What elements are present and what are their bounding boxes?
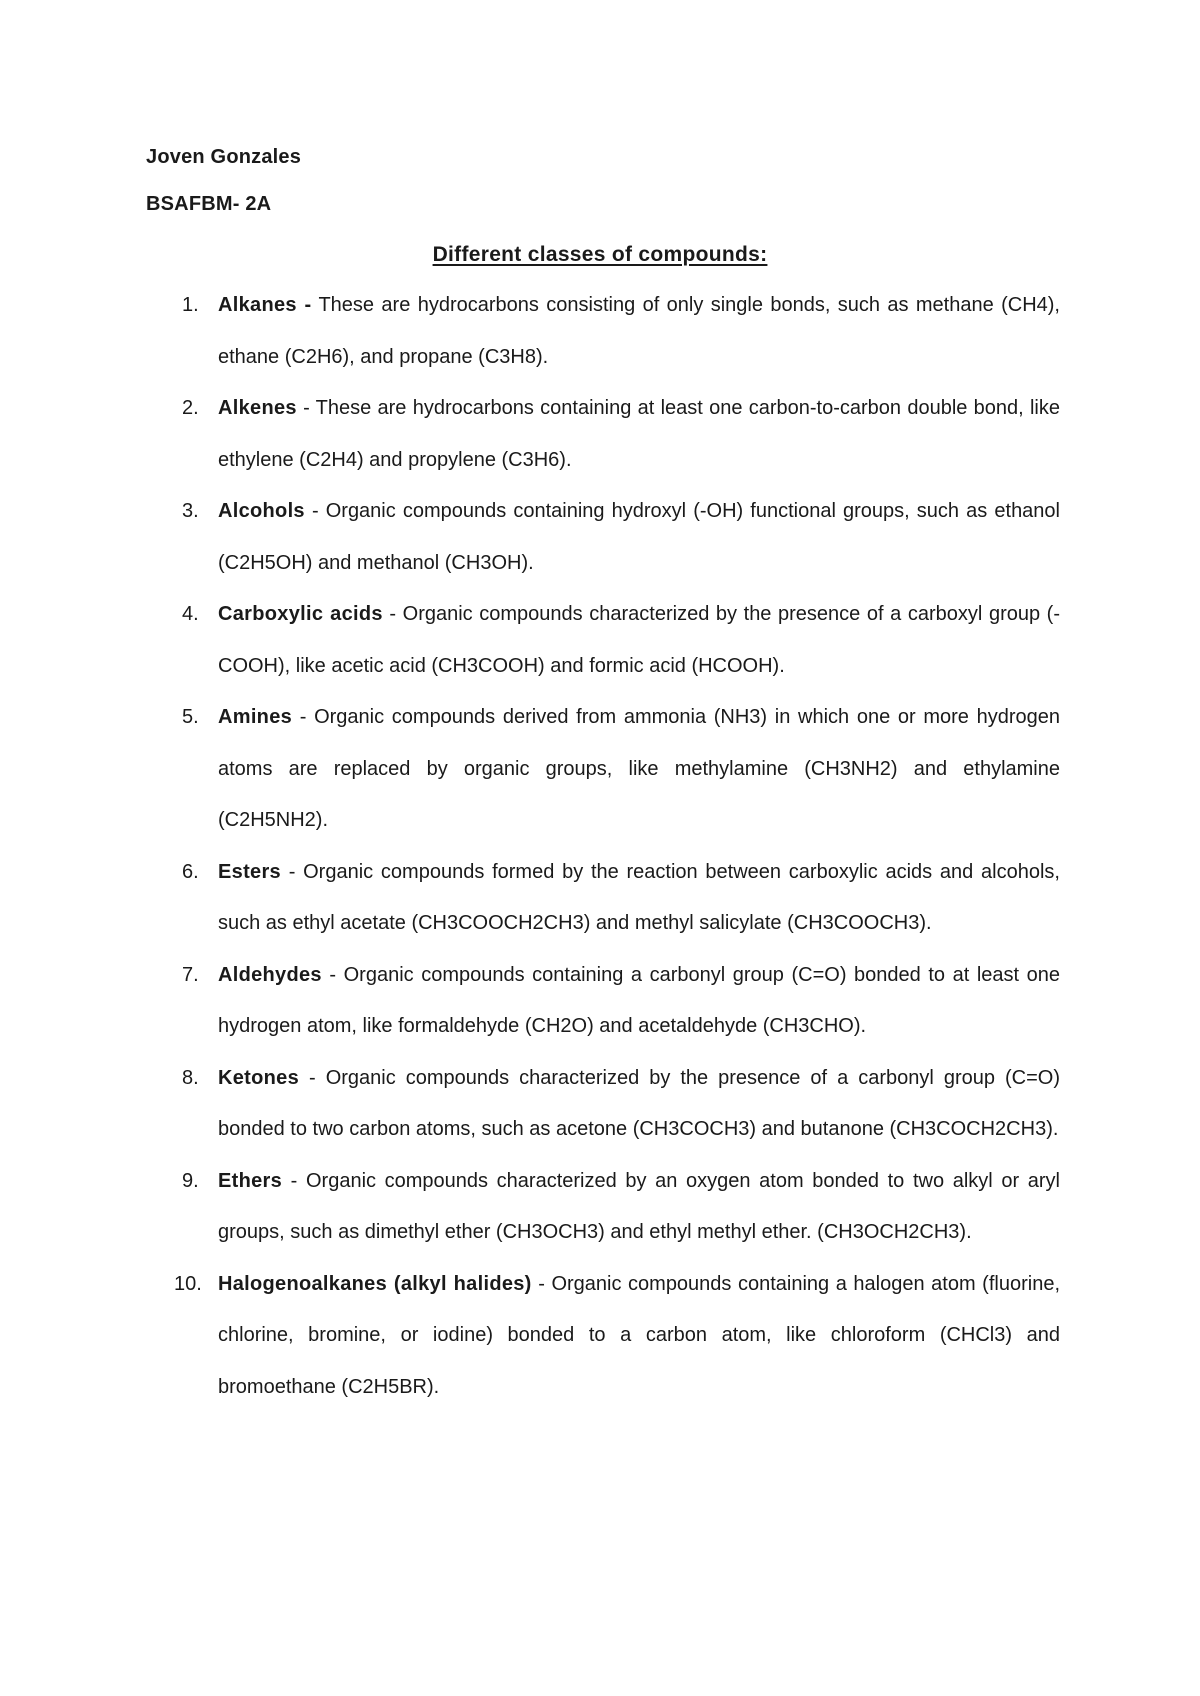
list-item: [146, 1259, 1060, 1414]
item-description: - Organic compounds containing hydroxyl (-OH) functional groups, such as ethanol (C2H5OH) and methanol (CH3OH).: [218, 500, 1060, 574]
item-description: - Organic compounds characterized by an oxygen atom bonded to two alkyl or aryl groups, such as dimethyl ether (CH3OCH3) and ethyl methyl ether. (CH3OCH2CH3).: [218, 1169, 1060, 1243]
item-description: - Organic compounds derived from ammonia (NH3) in which one or more hydrogen atoms are replaced by organic groups, like methylamine (CH3NH2) and ethylamine (C2H5NH2).: [218, 706, 1060, 831]
item-number: 6.: [182, 860, 199, 883]
compound-list: [146, 280, 1060, 1413]
item-number: 1.: [182, 294, 199, 316]
item-term: Aldehydes: [218, 963, 322, 986]
list-item: [146, 950, 1060, 1053]
item-number: 2.: [182, 397, 199, 419]
list-item: [146, 692, 1060, 847]
item-number: 5.: [182, 706, 199, 728]
item-description: - Organic compounds containing a carbonyl group (C=O) bonded to at least one hydrogen atom, like formaldehyde (CH2O) and acetaldehyde (CH3CHO).: [218, 963, 1060, 1037]
item-term: Alkenes: [218, 397, 297, 419]
course-section: BSAFBM- 2A: [146, 193, 272, 215]
author-name: Joven Gonzales: [146, 146, 302, 168]
item-description: These are hydrocarbons consisting of only single bonds, such as methane (CH4), ethane (C2H6), and propane (C3H8).: [218, 294, 1060, 368]
list-item: [146, 847, 1060, 950]
list-item: [146, 280, 1060, 383]
item-term: Esters: [218, 860, 281, 883]
item-number: 3.: [182, 500, 199, 522]
item-description: - Organic compounds characterized by the presence of a carbonyl group (C=O) bonded to two carbon atoms, such as acetone (CH3COCH3) and butanone (CH3COCH2CH3).: [218, 1066, 1060, 1140]
item-term: Halogenoalkanes (alkyl halides): [218, 1272, 532, 1295]
item-term: Alkanes -: [218, 294, 312, 316]
item-number: 8.: [182, 1066, 199, 1089]
list-item: [146, 1053, 1060, 1156]
item-term: Carboxylic acids: [218, 603, 383, 625]
item-number: 4.: [182, 603, 199, 625]
list-item: [146, 1156, 1060, 1259]
item-term: Ethers: [218, 1169, 283, 1192]
item-description: - Organic compounds formed by the reaction between carboxylic acids and alcohols, such as ethyl acetate (CH3COOCH2CH3) and methyl salicylate (CH3COOCH3).: [218, 860, 1060, 934]
item-term: Ketones: [218, 1066, 300, 1089]
item-term: Amines: [218, 706, 293, 728]
item-description: - Organic compounds containing a halogen atom (fluorine, chlorine, bromine, or iodine) bonded to a carbon atom, like chloroform (CHCl3) and bromoethane (C2H5BR).: [218, 1272, 1060, 1398]
list-item: [146, 383, 1060, 486]
document-title: Different classes of compounds:: [432, 243, 768, 266]
list-item: [146, 486, 1060, 589]
item-description: - These are hydrocarbons containing at least one carbon-to-carbon double bond, like ethylene (C2H4) and propylene (C3H6).: [218, 397, 1060, 471]
item-number: 7.: [182, 963, 199, 986]
item-number: 10.: [174, 1272, 202, 1295]
item-description: - Organic compounds characterized by the presence of a carboxyl group (-COOH), like acetic acid (CH3COOH) and formic acid (HCOOH).: [218, 603, 1061, 677]
list-item: [146, 589, 1060, 692]
item-number: 9.: [182, 1169, 199, 1192]
item-term: Alcohols: [218, 500, 305, 522]
